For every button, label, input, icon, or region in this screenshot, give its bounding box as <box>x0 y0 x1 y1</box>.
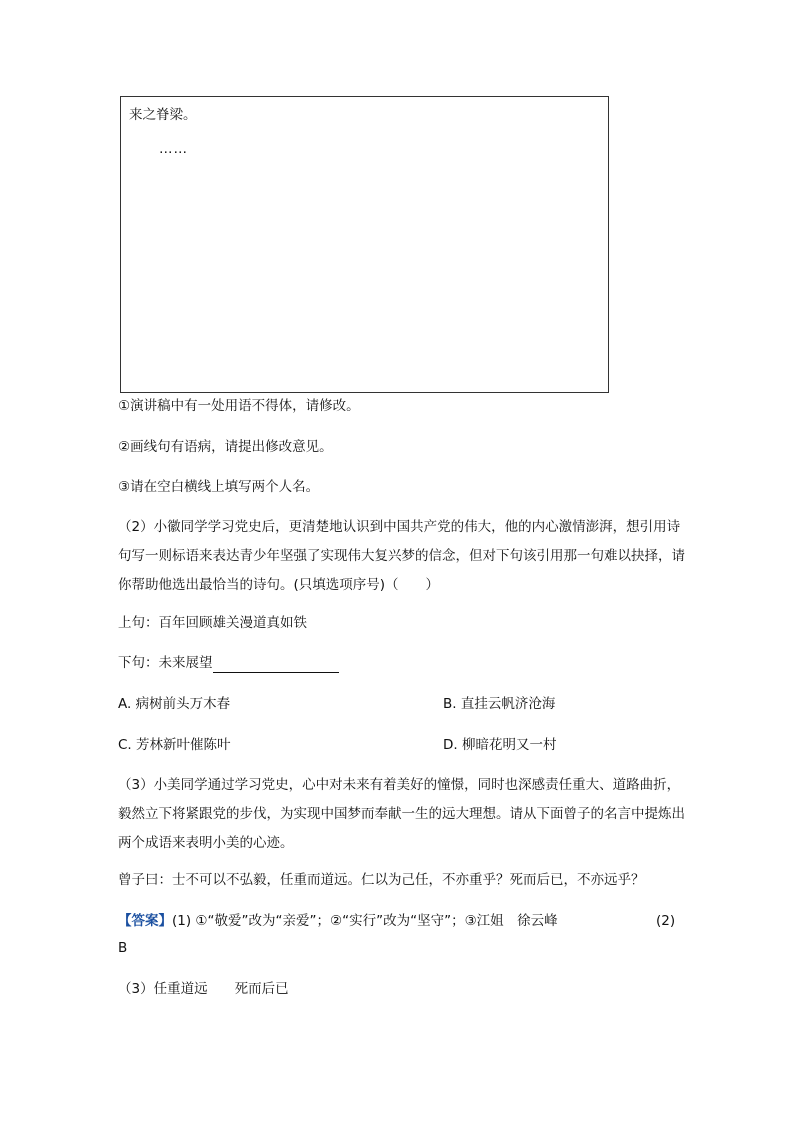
task-3: ③请在空白横线上填写两个人名。 <box>118 479 320 495</box>
excerpt-ellipsis: …… <box>159 141 188 157</box>
answer-part-1: (1) ①“敬爱”改为“亲爱”；②“实行”改为“坚守”；③江姐 徐云峰 <box>172 913 558 929</box>
answer-part-3: （3）任重道远 死而后已 <box>118 981 289 997</box>
upper-couplet: 上句：百年回顾雄关漫道真如铁 <box>118 615 307 631</box>
option-d: D. 柳暗花明又一村 <box>443 737 557 753</box>
task-1: ①演讲稿中有一处用语不得体，请修改。 <box>118 398 360 414</box>
question-3-stem: （3）小美同学通过学习党史，心中对未来有着美好的憧憬，同时也深感责任重大、道路曲折，毅然立下将紧跟党的步伐，为实现中国梦而奉献一生的远大理想。请从下面曾子的名言中提炼出两个成语来表明小美的心迹。 <box>118 777 685 851</box>
answer-part-2-value: B <box>118 940 128 956</box>
task-2: ②画线句有语病，请提出修改意见。 <box>118 439 333 455</box>
lower-couplet <box>118 653 339 673</box>
answer-blank <box>213 658 339 673</box>
excerpt-line-1: 来之脊梁。 <box>129 107 197 123</box>
option-c: C. 芳林新叶催陈叶 <box>118 737 231 753</box>
answer-tag: 【答案】 <box>118 913 172 929</box>
speech-excerpt-box <box>120 96 609 393</box>
lower-couplet-label: 下句：未来展望 <box>118 655 213 671</box>
option-b: B. 直挂云帆济沧海 <box>443 696 556 712</box>
answer-line <box>118 911 558 931</box>
question-2-stem: （2）小徽同学学习党史后，更清楚地认识到中国共产党的伟大，他的内心激情澎湃，想引用诗句写一则标语来表达青少年坚强了实现伟大复兴梦的信念，但对下句该引用那一句难以抉择，请你帮助他选出最恰当的诗句。(只填选项序号)（ ） <box>118 519 685 593</box>
answer-part-2-number: (2) <box>656 913 676 929</box>
zengzi-quote: 曾子曰：士不可以不弘毅，任重而道远。仁以为己任，不亦重乎？死而后已，不亦远乎？ <box>118 872 645 888</box>
option-a: A. 病树前头万木春 <box>118 696 231 712</box>
